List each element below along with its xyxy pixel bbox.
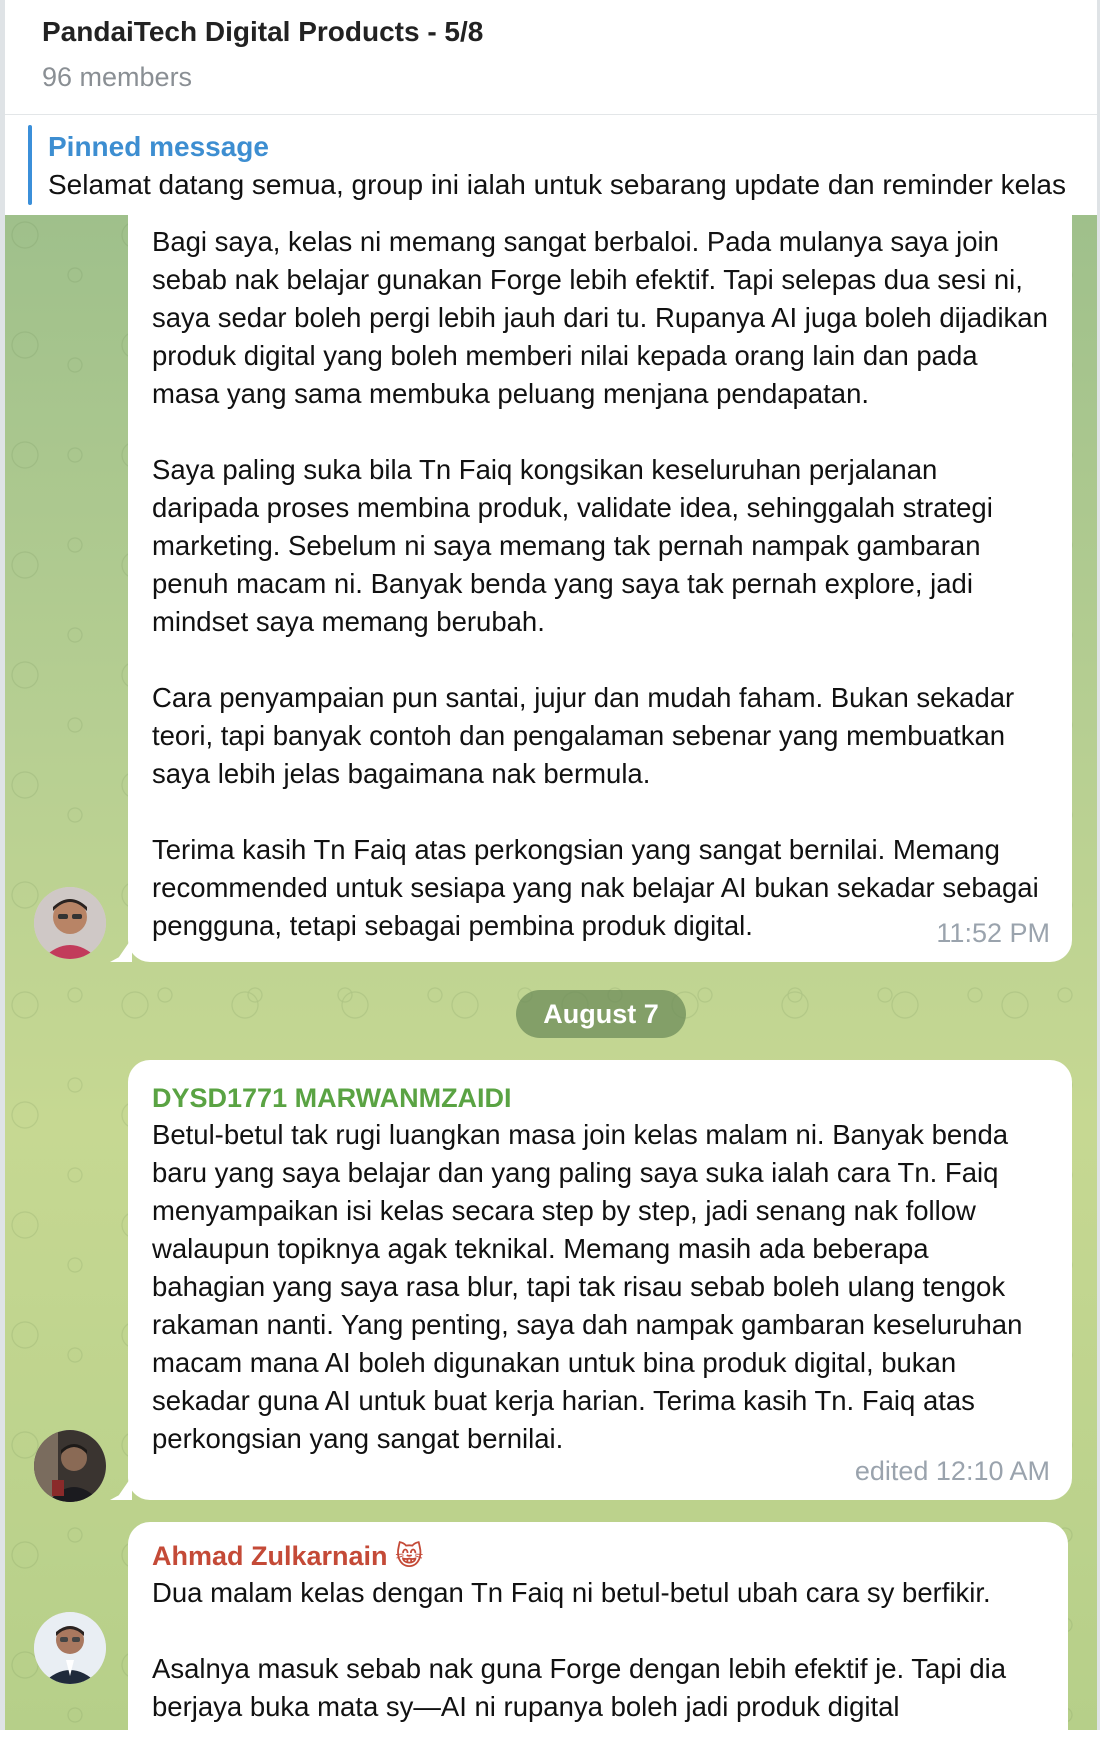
message-bubble[interactable]: [128, 1060, 1072, 1500]
message-paragraph: Betul-betul tak rugi luangkan masa join kelas malam ni. Banyak benda baru yang saya belajar dan yang paling saya suka ialah cara Tn. Faiq menyampaikan isi kelas secara step by step, jadi senang nak follow walaupun topiknya agak teknikal. Memang masih ada beberapa bahagian yang saya rasa blur, tapi tak risau sebab boleh ulang tengok rakaman nanti. Yang penting, saya dah nampak gambaran keseluruhan macam mana AI boleh digunakan untuk bina produk digital, bukan sekadar guna AI untuk buat kerja harian. Terima kasih Tn. Faiq atas perkongsian yang sangat bernilai.: [152, 1119, 1023, 1454]
message-bubble[interactable]: [128, 215, 1072, 962]
message-paragraph: Cara penyampaian pun santai, jujur dan mudah faham. Bukan sekadar teori, tapi banyak contoh dan pengalaman sebenar yang membuatkan saya lebih jelas bagaimana nak bermula.: [152, 682, 1015, 789]
message-paragraph: Asalnya masuk sebab nak guna Forge dengan lebih efektif je. Tapi dia berjaya buka mata sy—AI ni rupanya boleh jadi produk digital: [152, 1653, 1007, 1722]
pinned-message-label: Pinned message: [48, 131, 269, 162]
avatar[interactable]: [34, 887, 106, 959]
sender-name-row: [152, 1538, 1044, 1574]
sender-name[interactable]: DYSD1771 MARWANMZAIDI: [152, 1083, 512, 1113]
pinned-accent-bar: [28, 125, 32, 205]
message-timestamp: edited 12:10 AM: [854, 1456, 1050, 1486]
message-paragraph: Dua malam kelas dengan Tn Faiq ni betul-betul ubah cara sy berfikir.: [152, 1577, 991, 1608]
message-paragraph: Bagi saya, kelas ni memang sangat berbaloi. Pada mulanya saya join sebab nak belajar gunakan Forge lebih efektif. Tapi selepas dua sesi ni, saya sedar boleh pergi lebih jauh dari tu. Rupanya AI juga boleh dijadikan produk digital yang boleh memberi nilai kepada orang lain dan pada masa yang sama membuka peluang menjana pendapatan.: [152, 226, 1048, 409]
avatar[interactable]: [34, 1430, 106, 1502]
message-paragraph: Saya paling suka bila Tn Faiq kongsikan keseluruhan perjalanan daripada proses membina produk, validate idea, sehinggalah strategi marketing. Sebelum ni saya memang tak pernah nampak gambaran penuh macam ni. Banyak benda yang saya tak pernah explore, jadi mindset saya memang berubah.: [152, 454, 993, 637]
pinned-message-bar[interactable]: [5, 115, 1097, 215]
pinned-message-text: Selamat datang semua, group ini ialah untuk sebarang update dan reminder kelas: [48, 169, 1066, 200]
message-timestamp: 11:52 PM: [936, 918, 1050, 948]
date-separator: August 7: [516, 990, 686, 1038]
chat-title[interactable]: PandaiTech Digital Products - 5/8: [42, 16, 484, 47]
avatar[interactable]: [34, 1612, 106, 1684]
sender-emoji-icon: 😸: [395, 1541, 424, 1571]
sender-name[interactable]: Ahmad Zulkarnain: [152, 1541, 388, 1571]
message-paragraph: Terima kasih Tn Faiq atas perkongsian yang sangat bernilai. Memang recommended untuk sesiapa yang nak belajar AI bukan sekadar sebagai pengguna, tetapi sebagai pembina produk digital.: [152, 834, 1039, 941]
member-count: 96 members: [42, 62, 193, 92]
message-bubble[interactable]: [128, 1522, 1068, 1762]
window-left-border: [0, 0, 5, 1730]
chat-header[interactable]: [5, 0, 1097, 115]
